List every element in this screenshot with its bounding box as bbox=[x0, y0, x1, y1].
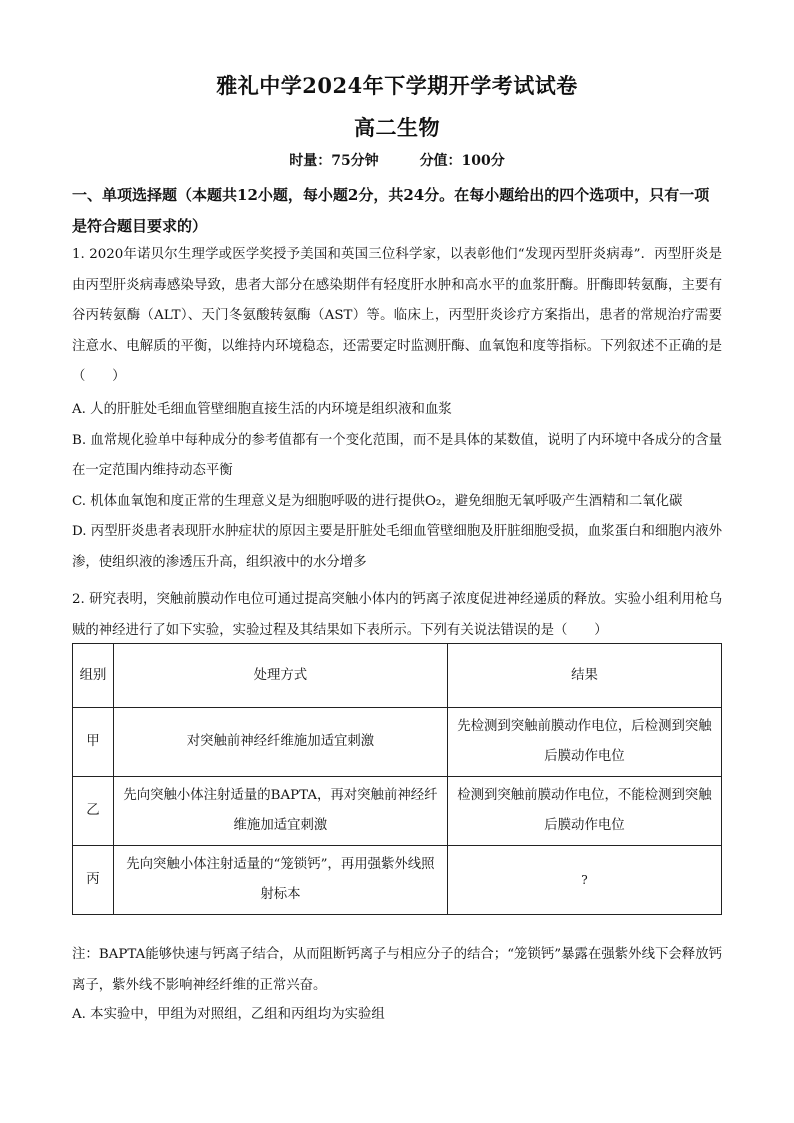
total-score: 分值：100分 bbox=[419, 153, 505, 169]
header-group: 组别 bbox=[73, 644, 114, 708]
q1-option-a: A. 人的肝脏处毛细血管壁细胞直接生活的内环境是组织液和血浆 bbox=[72, 402, 452, 417]
header-result: 结果 bbox=[447, 644, 721, 708]
result-cell: 检测到突触前膜动作电位，不能检测到突触后膜动作电位 bbox=[447, 777, 721, 846]
group-cell: 乙 bbox=[73, 777, 114, 846]
question-1-stem: 1. 2020年诺贝尔生理学或医学奖授予美国和英国三位科学家，以表彰他们“发现丙型肝炎病毒”．丙型肝炎是由丙型肝炎病毒感染导致，患者大部分在感染期伴有轻度肝水肿和高水平的血浆肝酶。肝酶即转氨酶，主要有谷丙转氨酶（ALT）、天门冬氨酸转氨酶（AST）等。临床上，丙型肝炎诊疗方案指出，患者的常规治疗需要注意水、电解质的平衡，以维持内环境稳态，还需要定时监测肝酶、血氧饱和度等指标。下列叙述不正确的是（ ） bbox=[72, 247, 722, 384]
question-2-options bbox=[72, 1000, 722, 1031]
table-row bbox=[73, 846, 722, 915]
table-row bbox=[73, 777, 722, 846]
table-header-row bbox=[73, 644, 722, 708]
exam-title: 雅礼中学2024年下学期开学考试试卷 bbox=[216, 73, 578, 98]
result-cell: 先检测到突触前膜动作电位，后检测到突触后膜动作电位 bbox=[447, 708, 721, 777]
q1-option-b: B. 血常规化验单中每种成分的参考值都有一个变化范围，而不是具体的某数值，说明了内环境中各成分的含量在一定范围内维持动态平衡 bbox=[72, 432, 722, 478]
subject-title: 高二生物 bbox=[354, 115, 440, 140]
treatment-cell: 先向突触小体注射适量的“笼锁钙”，再用强紫外线照射标本 bbox=[113, 846, 447, 915]
question-2-stem: 2. 研究表明，突触前膜动作电位可通过提高突触小体内的钙离子浓度促进神经递质的释放。实验小组利用枪乌贼的神经进行了如下实验，实验过程及其结果如下表所示。下列有关说法错误的是（ ） bbox=[72, 592, 722, 638]
experiment-table bbox=[72, 643, 722, 915]
exam-meta bbox=[0, 150, 794, 170]
header-treatment: 处理方式 bbox=[113, 644, 447, 708]
question-1-options bbox=[72, 395, 722, 578]
result-cell: ? bbox=[447, 846, 721, 915]
q2-option-a: A. 本实验中，甲组为对照组，乙组和丙组均为实验组 bbox=[72, 1007, 385, 1022]
treatment-cell: 先向突触小体注射适量的BAPTA，再对突触前神经纤维施加适宜刺激 bbox=[113, 777, 447, 846]
table-row bbox=[73, 708, 722, 777]
q1-option-c: C. 机体血氧饱和度正常的生理意义是为细胞呼吸的进行提供O₂，避免细胞无氧呼吸产生酒精和二氧化碳 bbox=[72, 493, 683, 509]
table-note: 注：BAPTA能够快速与钙离子结合，从而阻断钙离子与相应分子的结合；“笼锁钙”暴露在强紫外线下会释放钙离子，紫外线不影响神经纤维的正常兴奋。 bbox=[72, 947, 722, 993]
time-limit: 时量：75分钟 bbox=[289, 153, 379, 169]
section-heading: 一、单项选择题（本题共12小题，每小题2分，共24分。在每小题给出的四个选项中，只有一项是符合题目要求的） bbox=[72, 186, 710, 235]
group-cell: 甲 bbox=[73, 708, 114, 777]
q1-option-d: D. 丙型肝炎患者表现肝水肿症状的原因主要是肝脏处毛细血管壁细胞及肝脏细胞受损，血浆蛋白和细胞内液外渗，使组织液的渗透压升高，组织液中的水分增多 bbox=[72, 524, 722, 570]
group-cell: 丙 bbox=[73, 846, 114, 915]
treatment-cell: 对突触前神经纤维施加适宜刺激 bbox=[113, 708, 447, 777]
